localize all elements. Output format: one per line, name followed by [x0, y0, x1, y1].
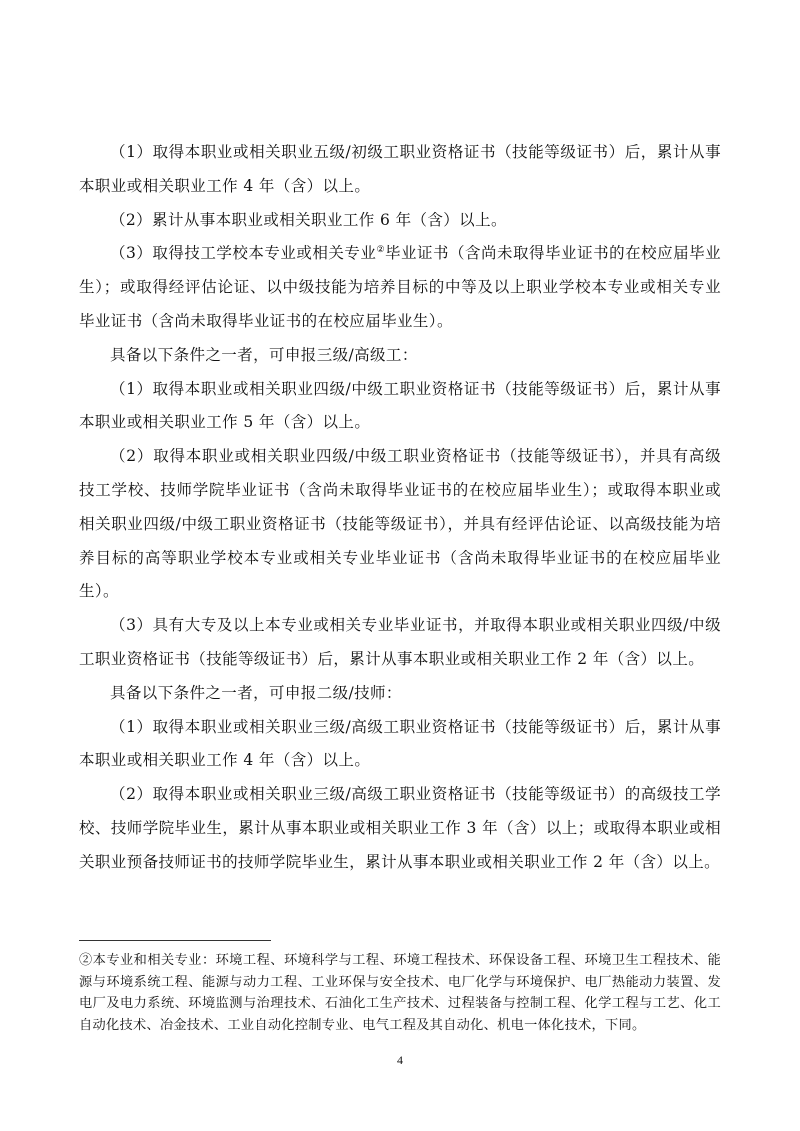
paragraph: （2）累计从事本职业或相关职业工作 6 年（含）以上。	[110, 210, 507, 229]
page-number: 4	[397, 1053, 403, 1067]
paragraph-text: （3）取得技工学校本专业或相关专业	[110, 244, 377, 263]
section-lead: 具备以下条件之一者，可申报二级/技师：	[110, 683, 402, 702]
footnote-text: ②本专业和相关专业：环境工程、环境科学与工程、环境工程技术、环保设备工程、环境卫生工程技术、能源与环境系统工程、能源与动力工程、工业环保与安全技术、电厂化学与环境保护、电厂热能动力装置、发电厂及电力系统、环境监测与治理技术、石油化工生产技术、过程装备与控制工程、化学工程与工艺、化工自动化技术、冶金技术、工业自动化控制专业、电气工程及其自动化、机电一体化技术，下同。	[79, 953, 721, 1034]
paragraph: （2）取得本职业或相关职业四级/中级工职业资格证书（技能等级证书），并具有高级技工学校、技师学院毕业证书（含尚未取得毕业证书的在校应届毕业生）；或取得本职业或相关职业四级/中级工职业资格证书（技能等级证书），并具有经评估论证、以高级技能为培养目标的高等职业学校本专业或相关专业毕业证书（含尚未取得毕业证书的在校应届毕业生）。	[79, 447, 721, 601]
paragraph-with-footnote-ref	[79, 237, 721, 338]
paragraph: （1）取得本职业或相关职业四级/中级工职业资格证书（技能等级证书）后，累计从事本职业或相关职业工作 5 年（含）以上。	[79, 379, 721, 432]
body-text	[79, 136, 721, 880]
footnote	[79, 950, 721, 1037]
paragraph-text: 毕业证书（含尚未取得毕业证书的在校应届毕业生）；或取得经评估论证、以中级技能为培养目标的中等及以上职业学校本专业或相关专业毕业证书（含尚未取得毕业证书的在校应届毕业生）。	[79, 244, 721, 330]
footnote-divider	[79, 940, 271, 941]
section-lead: 具备以下条件之一者，可申报三级/高级工：	[110, 345, 418, 364]
paragraph: （3）具有大专及以上本专业或相关专业毕业证书，并取得本职业或相关职业四级/中级工职业资格证书（技能等级证书）后，累计从事本职业或相关职业工作 2 年（含）以上。	[79, 616, 721, 668]
paragraph: （2）取得本职业或相关职业三级/高级工职业资格证书（技能等级证书）的高级技工学校、技师学院毕业生，累计从事本职业或相关职业工作 3 年（含）以上；或取得本职业或相关职业预备技师证书的技师学院毕业生，累计从事本职业或相关职业工作 2 年（含）以上。	[79, 785, 721, 871]
footnote-reference: ②	[376, 245, 386, 256]
paragraph: （1）取得本职业或相关职业三级/高级工职业资格证书（技能等级证书）后，累计从事本职业或相关职业工作 4 年（含）以上。	[79, 717, 721, 770]
paragraph: （1）取得本职业或相关职业五级/初级工职业资格证书（技能等级证书）后，累计从事本职业或相关职业工作 4 年（含）以上。	[79, 143, 721, 195]
